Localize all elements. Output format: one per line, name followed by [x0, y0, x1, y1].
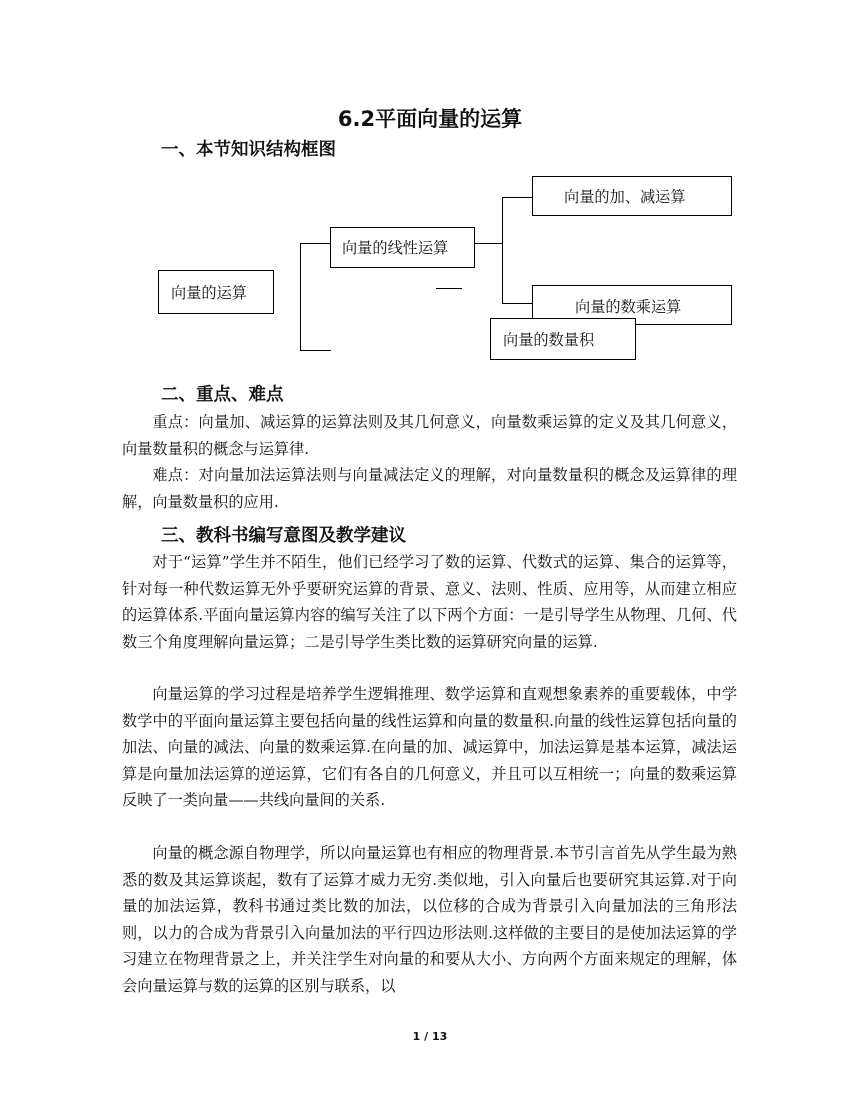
diagram-node-linear: 向量的线性运算 [330, 227, 475, 268]
section-heading-intent: 三、教科书编写意图及教学建议 [161, 526, 406, 546]
diagram-connector-linear-out [475, 243, 502, 244]
diagram-connector-vertical [300, 243, 301, 351]
diagram-mark-line [436, 288, 462, 289]
section-heading-key-points: 二、重点、难点 [161, 385, 284, 405]
diagram-node-root: 向量的运算 [158, 270, 274, 314]
intent-paragraph-1: 对于“运算”学生并不陌生，他们已经学习了数的运算、代数式的运算、集合的运算等，针对每一种代数运算无外乎要研究运算的背景、意义、法则、性质、应用等，从而建立相应的运算体系.平面向量运算内容的编写关注了以下两个方面：一是引导学生从物理、几何、代数三个角度理解向量运算；二是引导学生类比数的运算研究向量的运算. [122, 553, 737, 651]
page-title: 6.2平面向量的运算 [337, 107, 523, 131]
diagram-node-scalar-mult: 向量的数乘运算 [532, 285, 732, 325]
diagram-connector-linear [300, 243, 330, 244]
page-number: 1 / 13 [412, 1030, 448, 1043]
section-heading-structure: 一、本节知识结构框图 [161, 140, 336, 160]
key-points-paragraph: 重点：向量加、减运算的运算法则及其几何意义，向量数乘运算的定义及其几何意义，向量数量积的概念与运算律. [122, 413, 737, 458]
difficulties-paragraph: 难点：对向量加法运算法则与向量减法定义的理解，对向量数量积的概念及运算律的理解，向量数量积的应用. [122, 466, 737, 511]
diagram-connector-scalar [502, 303, 533, 304]
intent-paragraph-3: 向量的概念源自物理学，所以向量运算也有相应的物理背景.本节引言首先从学生最为熟悉的数及其运算谈起，数有了运算才威力无穷.类似地，引入向量后也要研究其运算.对于向量的加法运算，教科书通过类比数的加法，以位移的合成为背景引入向量加法的三角形法则，以力的合成为背景引入向量加法的平行四边形法则.这样做的主要目的是使加法运算的学习建立在物理背景之上，并关注学生对向量的和要从大小、方向两个方面来规定的理解，体会向量运算与数的运算的区别与联系，以 [122, 844, 737, 995]
diagram-node-add-sub: 向量的加、减运算 [532, 176, 732, 216]
diagram-node-dot-product: 向量的数量积 [490, 318, 636, 360]
diagram-connector-vertical-2 [502, 197, 503, 304]
diagram-connector-dot [300, 350, 331, 351]
intent-paragraph-2: 向量运算的学习过程是培养学生逻辑推理、数学运算和直观想象素养的重要载体，中学数学中的平面向量运算主要包括向量的线性运算和向量的数量积.向量的线性运算包括向量的加法、向量的减法、向量的数乘运算.在向量的加、减运算中，加法运算是基本运算，减法运算是向量加法运算的逆运算，它们有各自的几何意义，并且可以互相统一；向量的数乘运算反映了一类向量——共线向量间的关系. [122, 685, 737, 809]
diagram-connector-addsub [502, 197, 533, 198]
